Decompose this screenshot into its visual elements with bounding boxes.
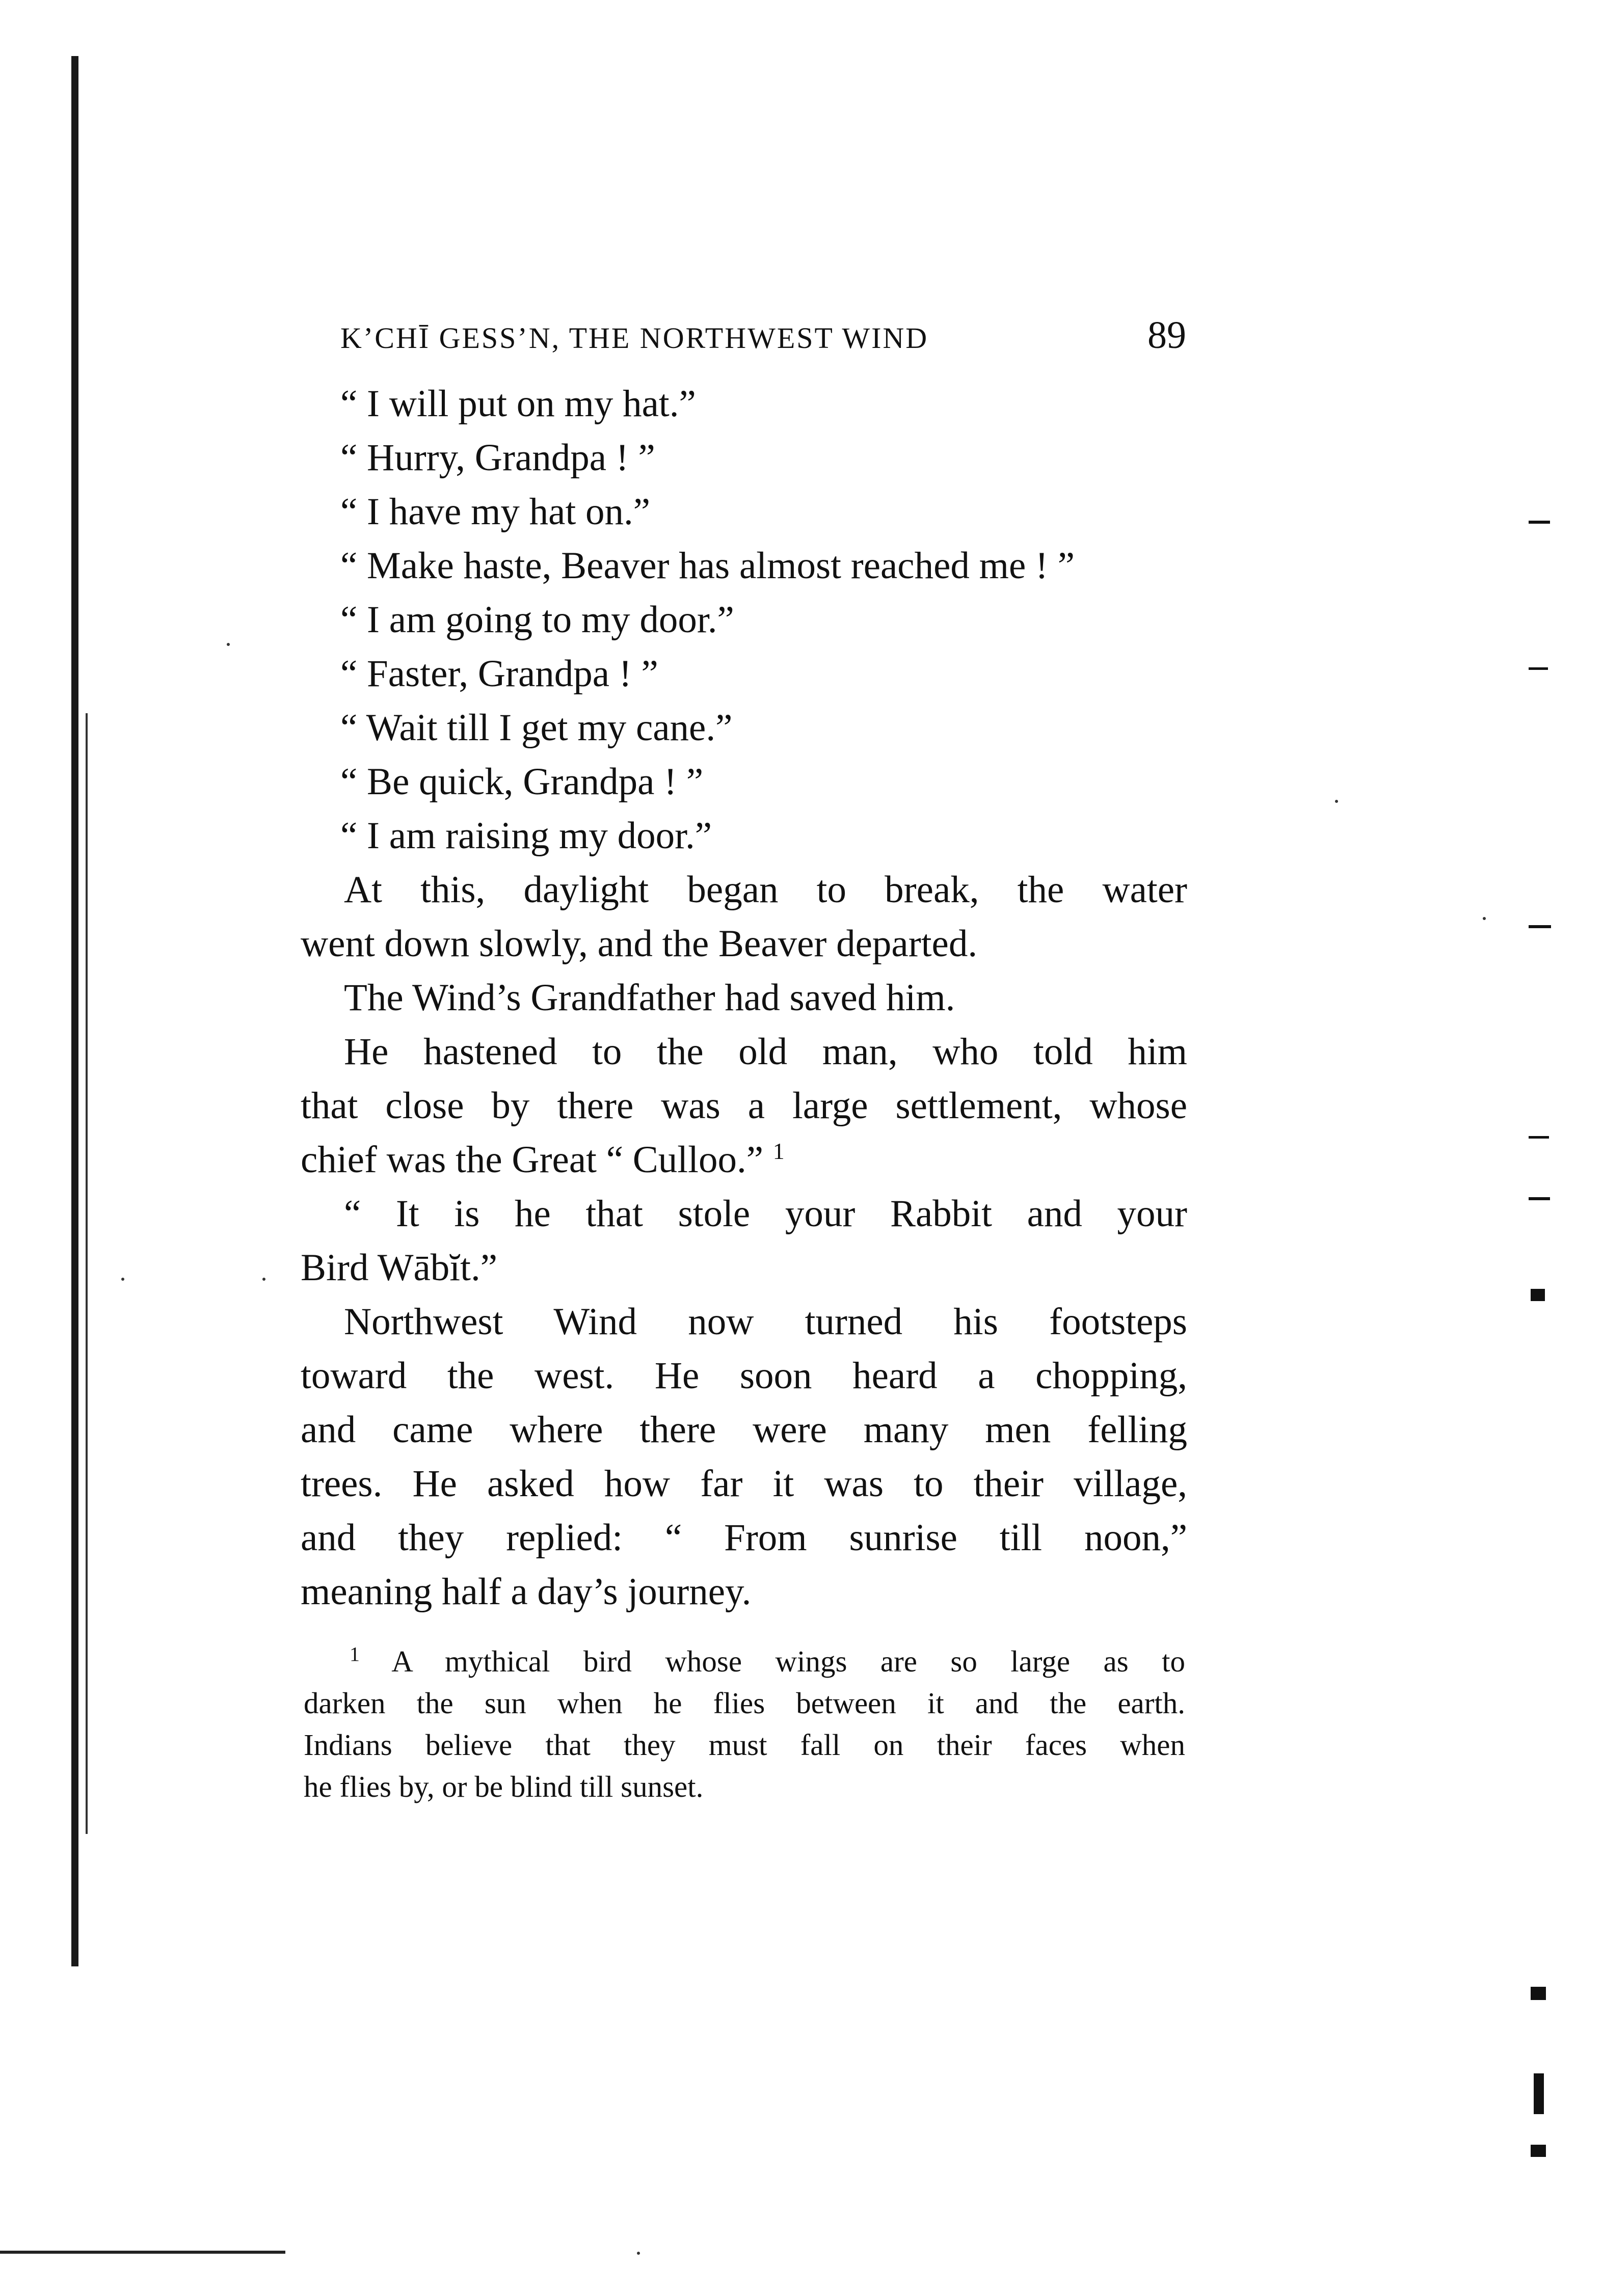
edge-mark [1529,1197,1550,1200]
paragraph-line: The Wind’s Grandfather had saved him. [344,977,955,1019]
footnote-line: he flies by, or be blind till sunset. [304,1770,704,1803]
dialogue-line: “ I have my hat on.” [340,491,651,533]
page-number: 89 [1147,314,1186,357]
bottom-scan-rule [0,2251,285,2254]
binding-shadow-line [71,56,78,1966]
edge-mark [1529,925,1551,928]
paragraph-line: meaning half a day’s journey. [301,1571,752,1613]
paragraph-line: trees. He asked how far it was to their village, [301,1463,1187,1505]
footnote [304,1640,1185,1807]
edge-mark [1534,2073,1544,2114]
edge-mark [1531,1289,1545,1301]
paragraph-line: He hastened to the old man, who told him [344,1031,1187,1073]
paragraph-line: that close by there was a large settlement, whose [301,1085,1187,1127]
paragraph-line [301,1133,1187,1187]
edge-mark [1529,667,1548,670]
paragraph-line: and they replied: “ From sunrise till noon,” [301,1517,1187,1559]
dialogue-line: “ I am going to my door.” [340,599,734,641]
footnote-line: Indians believe that they must fall on their faces when [304,1728,1185,1762]
dialogue-line: “ Hurry, Grandpa ! ” [340,437,655,479]
dialogue-line: “ I will put on my hat.” [340,383,696,425]
body-text [301,377,1187,1619]
scan-speck [1335,800,1338,803]
paragraph-line: At this, daylight began to break, the water [344,869,1187,911]
paragraph-line: toward the west. He soon heard a chopping, [301,1355,1187,1397]
scan-speck [227,643,230,646]
dialogue-line: “ I am raising my door.” [340,815,712,857]
edge-mark [1531,1987,1546,2000]
paragraph-line: Bird Wābĭt.” [301,1247,498,1289]
dialogue-line: “ Faster, Grandpa ! ” [340,653,658,695]
footnote-line: darken the sun when he flies between it and the earth. [304,1686,1185,1720]
footnote-marker: 1 [350,1642,360,1666]
scan-speck [121,1278,124,1281]
dialogue-line: “ Wait till I get my cane.” [340,707,733,749]
paragraph-line: “ It is he that stole your Rabbit and your [344,1193,1187,1235]
paragraph-line: Northwest Wind now turned his footsteps [344,1301,1187,1343]
edge-mark [1531,2145,1546,2157]
running-head-title: K’CHĪ GESS’N, THE NORTHWEST WIND [340,321,929,355]
footnote-line [304,1640,1185,1682]
paragraph-line: went down slowly, and the Beaver departed. [301,923,978,965]
dialogue-line: “ Be quick, Grandpa ! ” [340,761,704,803]
paragraph-line: and came where there were many men felling [301,1409,1187,1451]
edge-mark [1529,1136,1549,1139]
paragraph-line-text: chief was the Great “ Culloo.” [301,1139,763,1181]
scan-speck [1483,917,1486,920]
running-head [340,313,1186,357]
scan-speck [262,1278,265,1281]
footnote-reference: 1 [772,1138,785,1164]
footnote-line-text: A mythical bird whose wings are so large as to [391,1644,1186,1678]
edge-mark [1529,521,1550,524]
dialogue-line: “ Make haste, Beaver has almost reached me ! ” [340,545,1075,587]
scan-speck [637,2252,640,2255]
binding-shadow-line-thin [86,713,88,1834]
